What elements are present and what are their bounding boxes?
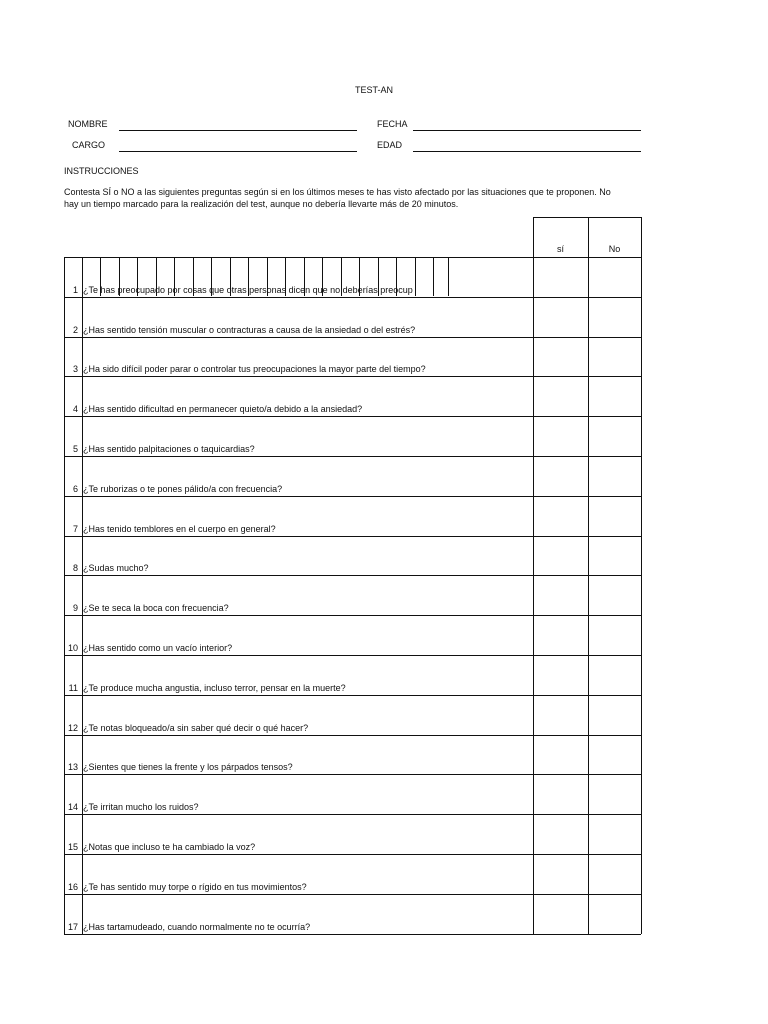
- question-number: 5: [72, 444, 78, 454]
- question-number: 4: [72, 404, 78, 414]
- row-1-cell-dividers: [82, 258, 448, 296]
- header-top-border: [533, 217, 641, 218]
- no-answer-cell[interactable]: [589, 775, 640, 813]
- cell-divider: [359, 258, 360, 296]
- fecha-label: FECHA: [377, 119, 408, 129]
- cell-divider: [415, 258, 416, 296]
- question-text: ¿Has sentido palpitaciones o taquicardias?: [83, 444, 255, 454]
- cell-divider: [248, 258, 249, 296]
- cell-divider: [304, 258, 305, 296]
- cell-divider: [211, 258, 212, 296]
- si-answer-cell[interactable]: [534, 576, 587, 614]
- question-text: ¿Sientes que tienes la frente y los párpados tensos?: [83, 762, 293, 772]
- cell-divider: [396, 258, 397, 296]
- question-number: 2: [72, 325, 78, 335]
- cell-divider: [448, 258, 449, 296]
- cell-divider: [230, 258, 231, 296]
- page-title: TEST-AN: [354, 85, 393, 95]
- no-answer-cell[interactable]: [589, 417, 640, 455]
- si-answer-cell[interactable]: [534, 298, 587, 336]
- cell-divider: [285, 258, 286, 296]
- no-answer-cell[interactable]: [589, 338, 640, 376]
- row-border: [64, 934, 641, 935]
- no-answer-cell[interactable]: [589, 576, 640, 614]
- no-answer-cell[interactable]: [589, 855, 640, 893]
- question-number: 12: [67, 723, 78, 733]
- instructions-text: Contesta SÍ o NO a las siguientes preguntas según si en los últimos meses te has visto afectado por las situaciones que te proponen. No hay un tiempo marcado para la realización del test, aunque no debería llevarte más de 20 minutos.: [64, 187, 611, 209]
- cell-divider: [267, 258, 268, 296]
- question-text: ¿Te notas bloqueado/a sin saber qué decir o qué hacer?: [83, 723, 309, 733]
- si-answer-cell[interactable]: [534, 775, 587, 813]
- question-number: 10: [67, 643, 78, 653]
- number-column-border: [82, 257, 83, 934]
- question-number: 7: [72, 524, 78, 534]
- table-right-border: [641, 217, 642, 934]
- question-text: ¿Te has preocupado por cosas que otras personas dicen que no deberías preocup: [83, 285, 413, 295]
- question-number: 3: [72, 364, 78, 374]
- no-answer-cell[interactable]: [589, 298, 640, 336]
- question-number: 9: [72, 603, 78, 613]
- cell-divider: [174, 258, 175, 296]
- question-text: ¿Ha sido difícil poder parar o controlar tus preocupaciones la mayor parte del tiempo?: [83, 364, 426, 374]
- no-answer-cell[interactable]: [589, 616, 640, 654]
- no-column-header: No: [608, 244, 621, 254]
- question-number: 11: [68, 683, 78, 693]
- question-text: ¿Te ruborizas o te pones pálido/a con frecuencia?: [83, 484, 283, 494]
- si-answer-cell[interactable]: [534, 338, 587, 376]
- si-answer-cell[interactable]: [534, 736, 587, 774]
- edad-label: EDAD: [377, 140, 403, 150]
- no-answer-cell[interactable]: [589, 815, 640, 853]
- no-answer-cell[interactable]: [589, 736, 640, 774]
- si-answer-cell[interactable]: [534, 377, 587, 415]
- si-answer-cell[interactable]: [534, 537, 587, 575]
- cell-divider: [341, 258, 342, 296]
- si-column-header: sí: [556, 244, 564, 254]
- fecha-field-line[interactable]: [413, 130, 641, 131]
- si-answer-cell[interactable]: [534, 696, 587, 734]
- question-number: 6: [72, 484, 78, 494]
- question-number: 13: [67, 762, 78, 772]
- question-text: ¿Se te seca la boca con frecuencia?: [83, 603, 229, 613]
- no-answer-cell[interactable]: [589, 895, 640, 933]
- no-answer-cell[interactable]: [589, 537, 640, 575]
- cell-divider: [100, 258, 101, 296]
- cargo-field-line[interactable]: [119, 151, 357, 152]
- si-answer-cell[interactable]: [534, 417, 587, 455]
- question-text: ¿Has sentido dificultad en permanecer quieto/a debido a la ansiedad?: [83, 404, 363, 414]
- nombre-field-line[interactable]: [119, 130, 357, 131]
- question-number: 16: [67, 882, 78, 892]
- si-answer-cell[interactable]: [534, 497, 587, 535]
- si-answer-cell[interactable]: [534, 855, 587, 893]
- no-answer-cell[interactable]: [589, 696, 640, 734]
- cell-divider: [156, 258, 157, 296]
- cargo-label: CARGO: [72, 140, 106, 150]
- si-answer-cell[interactable]: [534, 616, 587, 654]
- question-number: 14: [67, 802, 78, 812]
- cell-divider: [137, 258, 138, 296]
- question-text: ¿Te irritan mucho los ruidos?: [83, 802, 199, 812]
- question-text: ¿Te has sentido muy torpe o rígido en tus movimientos?: [83, 882, 307, 892]
- question-text: ¿Has sentido tensión muscular o contracturas a causa de la ansiedad o del estrés?: [83, 325, 416, 335]
- question-number: 15: [67, 842, 78, 852]
- no-answer-cell[interactable]: [589, 377, 640, 415]
- si-answer-cell[interactable]: [534, 815, 587, 853]
- cell-divider: [322, 258, 323, 296]
- question-text: ¿Te produce mucha angustia, incluso terror, pensar en la muerte?: [83, 683, 346, 693]
- cell-divider: [82, 258, 83, 296]
- no-answer-cell[interactable]: [589, 497, 640, 535]
- nombre-label: NOMBRE: [68, 119, 108, 129]
- table-left-border: [64, 257, 65, 934]
- question-text: ¿Has sentido como un vacío interior?: [83, 643, 233, 653]
- no-answer-cell[interactable]: [589, 258, 640, 296]
- instructions-heading: INSTRUCCIONES: [64, 166, 139, 176]
- question-text: ¿Has tenido temblores en el cuerpo en general?: [83, 524, 276, 534]
- si-answer-cell[interactable]: [534, 457, 587, 495]
- question-text: ¿Sudas mucho?: [83, 563, 149, 573]
- si-answer-cell[interactable]: [534, 656, 587, 694]
- question-text: ¿Has tartamudeado, cuando normalmente no te ocurría?: [83, 922, 311, 932]
- question-number: 1: [72, 285, 78, 295]
- edad-field-line[interactable]: [413, 151, 641, 152]
- si-answer-cell[interactable]: [534, 258, 587, 296]
- no-answer-cell[interactable]: [589, 656, 640, 694]
- si-answer-cell[interactable]: [534, 895, 587, 933]
- question-text: ¿Notas que incluso te ha cambiado la voz?: [83, 842, 256, 852]
- question-number: 17: [67, 922, 78, 932]
- no-answer-cell[interactable]: [589, 457, 640, 495]
- cell-divider: [433, 258, 434, 296]
- cell-divider: [119, 258, 120, 296]
- cell-divider: [378, 258, 379, 296]
- cell-divider: [193, 258, 194, 296]
- question-number: 8: [72, 563, 78, 573]
